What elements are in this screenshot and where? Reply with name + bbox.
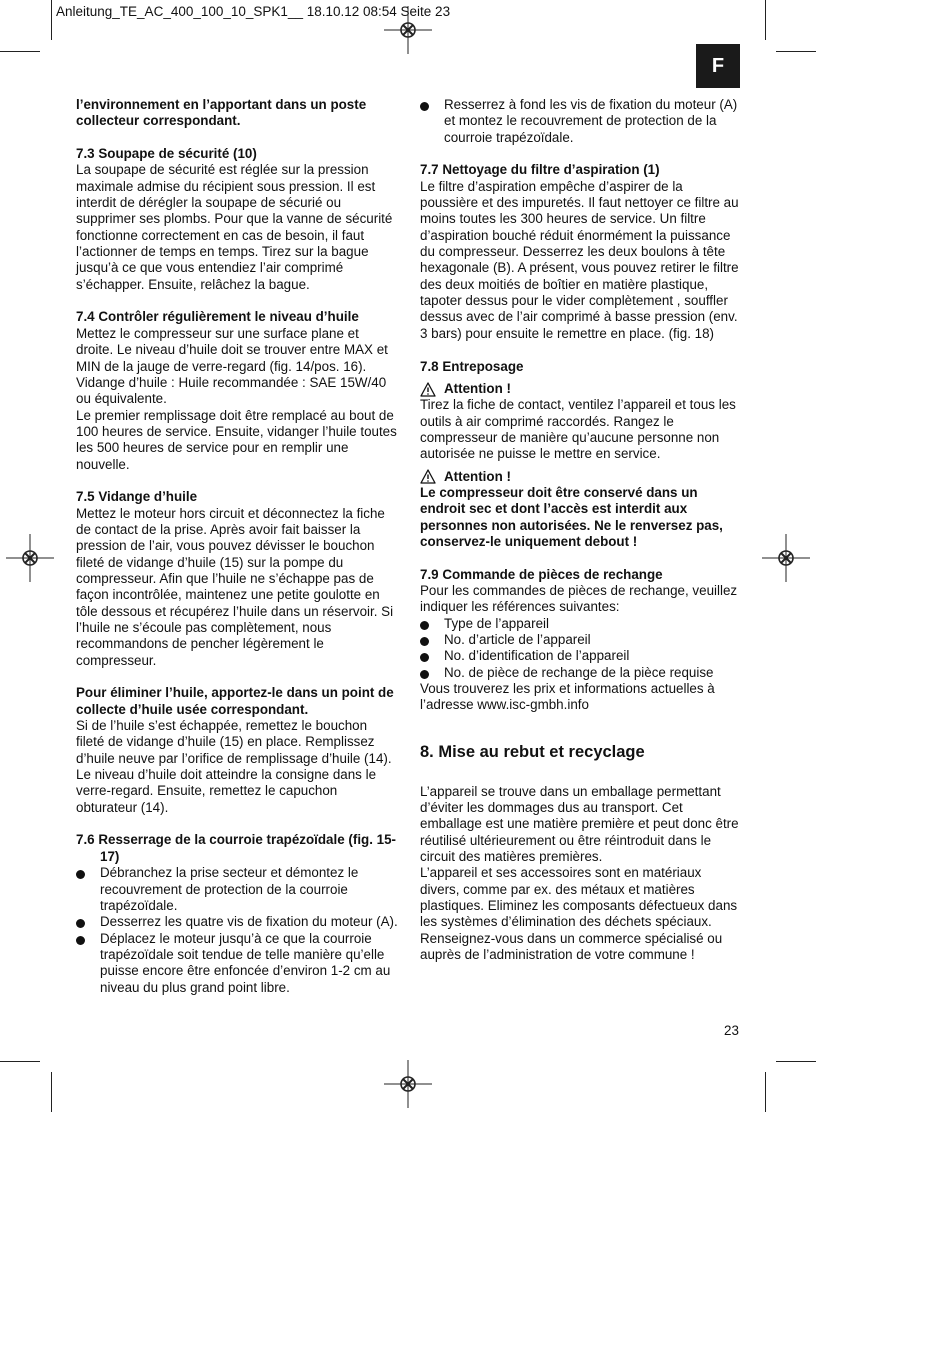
section-8-body-1: L’appareil se trouve dans un emballage permettant d’éviter les dommages dus au transport. Cet emballage est une matière première et peut donc être réutilisé ultérieurement ou être réintroduit dans le circuit des matières premières.: [420, 783, 739, 865]
intro-paragraph: l’environnement en l’apportant dans un poste collecteur correspondant.: [76, 97, 367, 129]
section-7-9-heading: 7.9 Commande de pièces de rechange: [420, 566, 663, 582]
list-item: [420, 665, 742, 681]
bullet-icon: [420, 637, 429, 646]
bullet-icon: [420, 670, 429, 679]
section-7-3-heading: 7.3 Soupape de sécurité (10): [76, 146, 257, 162]
attention-label: Attention !: [444, 380, 511, 396]
section-7-4-body-1: Mettez le compresseur sur une surface plane et droite. Le niveau d’huile doit se trouver entre MAX et MIN de la jauge de verre-regard (fig. 14/pos. 16).: [76, 325, 388, 374]
list-item: [76, 865, 398, 914]
crop-mark-tr-v: [765, 0, 766, 40]
crop-mark-br-v: [765, 1072, 766, 1112]
list-item-text: Desserrez les quatre vis de fixation du moteur (A).: [100, 914, 398, 930]
warning-triangle-icon: [420, 382, 436, 397]
section-7-5-note: Pour éliminer l’huile, apportez-le dans un point de collecte d’huile usée correspondant.: [76, 685, 394, 717]
right-column: [420, 97, 742, 964]
bullet-icon: [420, 102, 429, 111]
list-item-text: Resserrez à fond les vis de fixation du moteur (A) et montez le recouvrement de protection de la courroie trapézoïdale.: [444, 97, 738, 145]
attention-body-bold: Le compresseur doit être conservé dans un endroit sec et dont l’accès est interdit aux personnes non autorisées. Ne le renversez pas, conservez-le uniquement debout !: [420, 484, 723, 549]
registration-mark-icon: [762, 534, 810, 582]
section-7-5-heading: 7.5 Vidange d’huile: [76, 489, 198, 505]
bullet-icon: [420, 621, 429, 630]
section-8-heading: 8. Mise au rebut et recyclage: [420, 742, 645, 761]
section-7-5-body: Mettez le moteur hors circuit et déconnectez la fiche de contact de la prise. Après avoir fait baisser la pression de l’air, vous pouvez dévisser le bouchon fileté de vidange d’huile (15) sur la pompe du compresseur. Afin que l’huile ne s’échappe pas de façon incontrôlée, maintenez une petite goulotte en tôle dessous et récupérez l’huile dans un réservoir. Si l’huile ne s’écoule pas complètement, nous recommandons de pencher légèrement le compresseur.: [76, 505, 394, 668]
section-7-7-body: Le filtre d’aspiration empêche d’aspirer de la poussière et des impuretés. Il faut nettoyer ce filtre au moins toutes les 300 heures de service. Un filtre d’aspiration bouché réduit énormément la puissance du compresseur. Desserrez les deux boulons à tête hexagonale (B). A présent, vous pouvez retirer le filtre des deux moitiés de boîtier en matière plastique, tapoter dessus pour le vider complètement , souffler dessus avec de l’air comprimé à basse pression (env. 3 bars) pour ensuite le remettre en place. (fig. 18): [420, 178, 739, 341]
attention-label: Attention !: [444, 468, 511, 484]
section-7-9-intro: Pour les commandes de pièces de rechange, veuillez indiquer les références suivantes:: [420, 582, 738, 615]
list-item: [420, 648, 742, 664]
list-item: [420, 616, 742, 632]
crop-mark-bl-v: [51, 1072, 52, 1112]
section-8-body-2: L’appareil et ses accessoires sont en matériaux divers, comme par ex. des métaux et matières plastiques. Eliminez les composants défectueux dans les systèmes d’élimination des déchets spéciaux. Renseignez-vous dans un commerce spécialisé ou auprès de l’administration de votre commune !: [420, 865, 738, 963]
section-7-3-body: La soupape de sécurité est réglée sur la pression maximale admise du récipient sous pression. Il est interdit de dérégler la soupape de sécurié ou supprimer ses plombs. Pour que la vanne de sécurité fonctionne correctement en cas de besoin, il faut l’actionner de temps en temps. Tirez sur la bague jusqu’à ce que vous entendiez l’air comprimé s’échapper. Ensuite, relâchez la bague.: [76, 162, 393, 292]
list-item-text: Type de l’appareil: [444, 615, 549, 631]
registration-mark-icon: [384, 6, 432, 54]
registration-mark-icon: [384, 1060, 432, 1108]
left-column: [76, 97, 398, 996]
section-7-7-heading: 7.7 Nettoyage du filtre d’aspiration (1): [420, 162, 660, 178]
section-7-8-heading: 7.8 Entreposage: [420, 358, 524, 374]
language-tab: F: [696, 44, 740, 88]
list-item: [76, 914, 398, 930]
crop-mark-tl-v: [51, 0, 52, 40]
bullet-icon: [76, 919, 85, 928]
bullet-icon: [76, 936, 85, 945]
section-7-5-body-2: Si de l’huile s’est échappée, remettez le bouchon fileté de vidange d’huile (15) en place. Remplissez d’huile neuve par l’orifice de remplissage d’huile (14). Le niveau d’huile doit atteindre la consigne dans le verre-regard. Ensuite, remettez le capuchon obturateur (14).: [76, 718, 392, 815]
list-item-text: No. d’article de l’appareil: [444, 632, 591, 647]
attention-body: Tirez la fiche de contact, ventilez l’appareil et tous les outils à air comprimé raccordés. Rangez le compresseur de manière qu’aucune personne non autorisée ne puisse le mettre en service.: [420, 397, 736, 462]
section-7-4-body-3: Le premier remplissage doit être remplacé au bout de 100 heures de service. Ensuite, vidanger l’huile toutes les 500 heures de service pour en remplir une nouvelle.: [76, 407, 397, 472]
attention-notice: [420, 381, 742, 397]
list-item-text: No. de pièce de rechange de la pièce requise: [444, 664, 714, 680]
list-item: [420, 97, 742, 146]
section-7-6-heading: 7.6 Resserrage de la courroie trapézoïdale (fig. 15-17): [76, 832, 397, 864]
list-item: [76, 931, 398, 996]
section-7-4-heading: 7.4 Contrôler régulièrement le niveau d’huile: [76, 309, 359, 325]
crop-mark-tl-h: [0, 51, 40, 52]
list-item: [420, 632, 742, 648]
crop-mark-bl-h: [0, 1061, 40, 1062]
section-7-4-body-2: Vidange d’huile : Huile recommandée : SAE 15W/40 ou équivalente.: [76, 374, 387, 407]
crop-mark-tr-h: [776, 51, 816, 52]
registration-mark-icon: [6, 534, 54, 582]
bullet-icon: [420, 653, 429, 662]
page-number: 23: [724, 1023, 739, 1038]
warning-triangle-icon: [420, 469, 436, 484]
print-slug: Anleitung_TE_AC_400_100_10_SPK1__ 18.10.12 08:54 Seite 23: [56, 4, 451, 19]
section-7-9-outro: Vous trouverez les prix et informations actuelles à l’adresse www.isc-gmbh.info: [420, 681, 715, 713]
list-item-text: Débranchez la prise secteur et démontez le recouvrement de protection de la courroie trapézoïdale.: [100, 865, 359, 913]
bullet-icon: [76, 870, 85, 879]
crop-mark-br-h: [776, 1061, 816, 1062]
list-item-text: No. d’identification de l’appareil: [444, 648, 630, 664]
attention-notice: [420, 469, 742, 485]
list-item-text: Déplacez le moteur jusqu’à ce que la courroie trapézoïdale soit tendue de telle manière qu’elle puisse encore être enfoncée d’environ 1-2 cm au niveau du plus grand point libre.: [100, 930, 391, 995]
